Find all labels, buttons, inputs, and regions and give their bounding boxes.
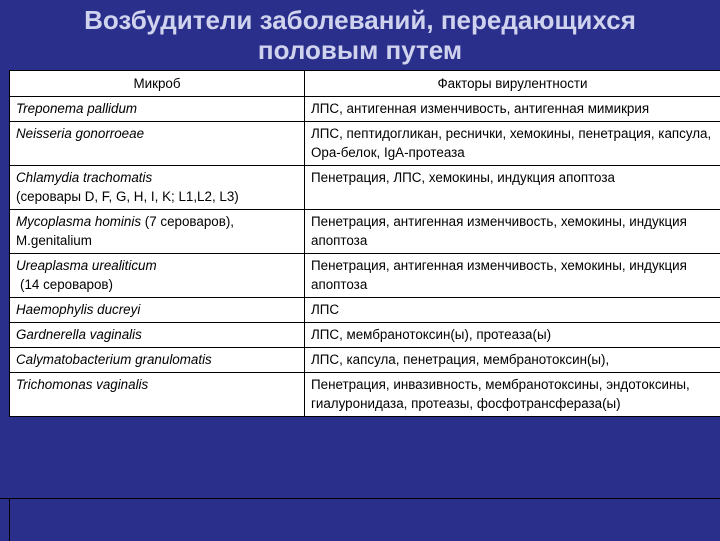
microbe-cell xyxy=(10,298,305,323)
microbe-serovars: (7 сероваров), M.genitalium xyxy=(16,214,234,248)
microbe-name: Chlamydia trachomatis xyxy=(16,170,152,185)
slide-title xyxy=(0,0,720,68)
microbe-cell xyxy=(10,348,305,373)
microbe-cell xyxy=(10,122,305,166)
factors-cell: Пенетрация, инвазивность, мембранотоксины, эндотоксины, гиалуронидаза, протеазы, фосфотрансфераза(ы) xyxy=(305,373,720,417)
microbe-name: Calymatobacterium granulomatis xyxy=(16,352,212,367)
table-row xyxy=(10,122,720,166)
microbe-cell xyxy=(10,323,305,348)
microbe-name: Gardnerella vaginalis xyxy=(16,327,142,342)
table-row xyxy=(10,323,720,348)
virulence-table xyxy=(9,70,720,417)
microbe-cell xyxy=(10,210,305,254)
microbe-name: Trichomonas vaginalis xyxy=(16,377,148,392)
microbe-name: Treponema pallidum xyxy=(16,101,137,116)
factors-cell: ЛПС, антигенная изменчивость, антигенная мимикрия xyxy=(305,97,720,122)
factors-cell: ЛПС xyxy=(305,298,720,323)
factors-cell: ЛПС, мембранотоксин(ы), протеаза(ы) xyxy=(305,323,720,348)
microbe-serovars: (14 сероваров) xyxy=(16,277,113,292)
title-line-2: половым путем xyxy=(0,35,720,65)
microbe-name: Ureaplasma urealiticum xyxy=(16,258,157,273)
table-row xyxy=(10,254,720,298)
table-row xyxy=(10,97,720,122)
microbe-name: Mycoplasma hominis xyxy=(16,214,141,229)
bottom-band xyxy=(0,498,720,541)
header-factors: Факторы вирулентности xyxy=(305,71,720,97)
table-header-row xyxy=(10,71,720,97)
table-row xyxy=(10,210,720,254)
microbe-name: Neisseria gonorroeae xyxy=(16,126,144,141)
factors-cell: ЛПС, пептидогликан, реснички, хемокины, пенетрация, капсула, Ора-белок, IgA-протеаза xyxy=(305,122,720,166)
title-line-1: Возбудители заболеваний, передающихся xyxy=(0,5,720,35)
header-microbe: Микроб xyxy=(10,71,305,97)
table-row xyxy=(10,166,720,210)
microbe-cell xyxy=(10,166,305,210)
factors-cell: Пенетрация, антигенная изменчивость, хемокины, индукция апоптоза xyxy=(305,210,720,254)
microbe-cell xyxy=(10,373,305,417)
table-row xyxy=(10,373,720,417)
table-row xyxy=(10,298,720,323)
factors-cell: Пенетрация, ЛПС, хемокины, индукция апоптоза xyxy=(305,166,720,210)
microbe-serovars: (серовары D, F, G, H, I, K; L1,L2, L3) xyxy=(16,189,239,204)
microbe-cell xyxy=(10,254,305,298)
factors-cell: Пенетрация, антигенная изменчивость, хемокины, индукция апоптоза xyxy=(305,254,720,298)
factors-cell: ЛПС, капсула, пенетрация, мембранотоксин(ы), xyxy=(305,348,720,373)
microbe-cell xyxy=(10,97,305,122)
table-row xyxy=(10,348,720,373)
microbe-name: Haemophylis ducreyi xyxy=(16,302,140,317)
bottom-band-inner xyxy=(9,499,720,541)
